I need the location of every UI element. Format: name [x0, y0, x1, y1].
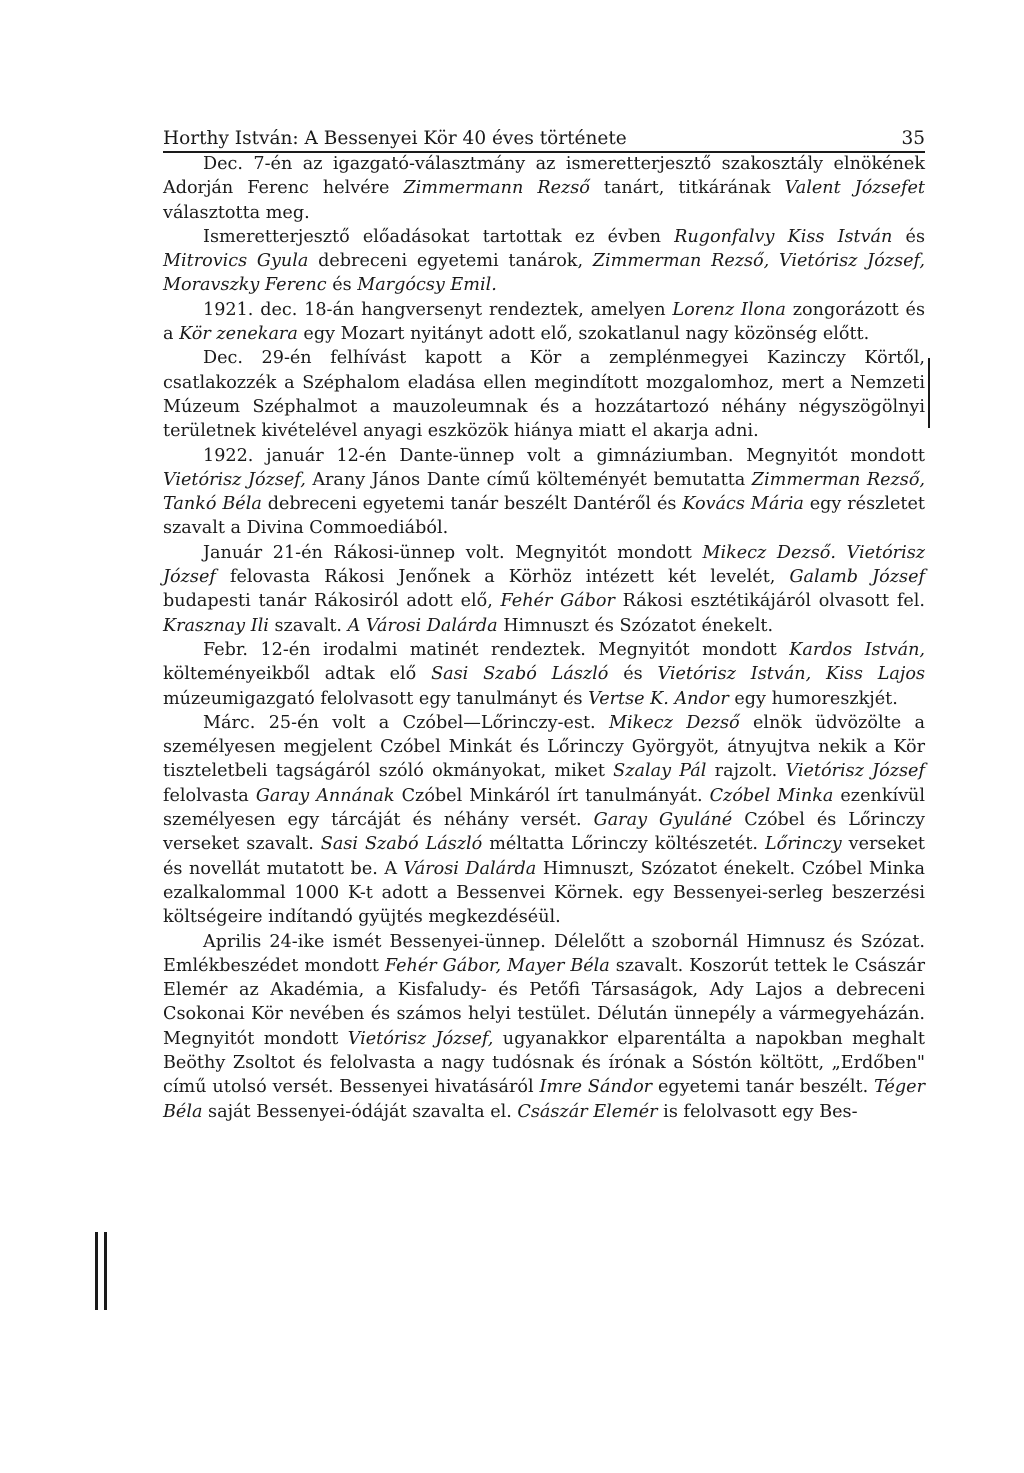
page-number: 35: [901, 128, 925, 149]
text-run: Czóbel Minkáról írt tanulmányát.: [394, 785, 710, 806]
text-run: felovasta Rákosi Jenőnek a Körhöz intézett két levelét,: [215, 567, 790, 588]
paragraph: [163, 541, 925, 638]
italic-name: Lőrinczy: [764, 834, 842, 855]
text-run: tanárt, titkárának: [589, 178, 785, 199]
text-run: Dec. 29-én felhívást kapott a Kör a zemplénmegyei Kazinczy Körtől, csatlakozzék a Széphalom eladása ellen megindított mozgalomhoz, mert a Nemzeti Múzeum Széphalmot a mauzoleumnak és a hozzátartozó néhány négyszögölnyi területnek kivételével anyagi eszközök hiánya miatt el akarja adni.: [163, 348, 925, 442]
text-run: és: [892, 226, 925, 247]
margin-mark: [95, 1232, 98, 1310]
text-run: Arany János Dante című költeményét bemutatta: [305, 469, 752, 490]
italic-name: Zimmerman Rezső, Tankó Béla: [163, 469, 926, 515]
text-run: egyetemi tanár beszélt.: [652, 1077, 875, 1098]
text-run: Márc. 25-én volt a Czóbel—Lőrinczy-est.: [203, 712, 610, 733]
italic-name: Kovács Mária: [682, 494, 804, 515]
text-run: saját Bessenyei-ódáját szavalta el.: [202, 1101, 518, 1122]
margin-mark: [928, 358, 930, 428]
paragraph: [163, 298, 925, 347]
text-run: 1921. dec. 18-án hangversenyt rendeztek, amelyen: [203, 299, 673, 320]
text-run: Január 21-én Rákosi-ünnep volt. Megnyitót mondott: [203, 542, 703, 563]
text-run: Dec. 7-én az igazgató-választmány az ismeretterjesztő szakosztály elnökének Adorján Ferenc helvére: [163, 154, 925, 199]
italic-name: Vertse K. Andor: [588, 688, 729, 709]
text-run: debreceni egyetemi tanár beszélt Dantéről és: [261, 494, 683, 515]
paragraph: [163, 152, 925, 225]
italic-name: Fehér Gábor: [500, 591, 615, 612]
paragraph: [163, 930, 925, 1124]
italic-name: Városi Dalárda: [403, 858, 537, 879]
italic-name: A Városi Dalárda: [347, 615, 498, 636]
text-run: költeményeikből adtak elő: [163, 664, 432, 685]
text-run: és: [608, 664, 658, 685]
italic-name: Szalay Pál: [613, 761, 707, 782]
text-run: is felolvasott egy Bes-: [657, 1101, 858, 1122]
text-run: Febr. 12-én irodalmi matinét rendeztek. Megnyitót mondott: [203, 639, 790, 660]
italic-name: Zimmermann Rezső: [403, 178, 590, 199]
text-run: felolvasta: [163, 785, 256, 806]
italic-name: Vietórisz József,: [163, 469, 306, 490]
text-run: 1922. január 12-én Dante-ünnep volt a gimnáziumban. Megnyitót mondott: [203, 445, 925, 466]
text-run: szavalt.: [268, 615, 348, 636]
italic-name: Margócsy Emil.: [357, 275, 497, 296]
text-run: Rákosi esztétikájáról olvasott fel.: [614, 591, 925, 612]
text-run: Aprilis 24-ike ismét Bessenyei-ünnep. Délelőtt a szobornál Himnusz és Szózat. Emlékbeszédet mondott: [163, 931, 925, 976]
italic-name: Garay Gyuláné: [593, 810, 733, 831]
text-run: ezenkívül személyesen egy tárcáját és néhány versét.: [163, 785, 926, 831]
running-title: Horthy István: A Bessenyei Kör 40 éves története: [163, 128, 627, 149]
italic-name: Valent Józsefet: [784, 178, 925, 199]
paragraph: [163, 711, 925, 930]
text-run: múzeumigazgató felolvasott egy tanulmányt és: [163, 688, 589, 709]
italic-name: Császár Elemér: [517, 1101, 658, 1122]
italic-name: Garay Annának: [255, 785, 395, 806]
italic-name: Mitrovics Gyula: [163, 251, 309, 272]
text-run: rajzolt.: [706, 761, 786, 782]
paragraph: [163, 225, 925, 298]
italic-name: Sasi Szabó László: [431, 664, 609, 685]
margin-mark: [104, 1232, 107, 1310]
text-run: debreceni egyetemi tanárok,: [308, 251, 593, 272]
text-run: méltatta Lőrinczy költészetét.: [482, 834, 765, 855]
text-run: Ismeretterjesztő előadásokat tartottak ez évben: [203, 226, 675, 247]
italic-name: Zimmerman Rezső, Vietórisz József, Moravszky Ferenc: [163, 251, 925, 296]
text-run: Himnuszt és Szózatot énekelt.: [497, 615, 774, 636]
italic-name: Czóbel Minka: [709, 785, 834, 806]
text-run: Himnuszt, Szózatot énekelt. Czóbel Minka ezalkalommal 1000 K-t adott a Bessenvei Körnek. egy Bessenyei-serleg beszerzési költségeire indítandó gyüjtés megkezdéséül.: [163, 858, 925, 928]
italic-name: Fehér Gábor, Mayer Béla: [384, 955, 610, 976]
italic-name: Lorenz Ilona: [672, 299, 786, 320]
italic-name: Kardos István,: [789, 639, 925, 660]
italic-name: Kör zenekara: [179, 324, 298, 345]
italic-name: Téger Béla: [163, 1077, 926, 1122]
italic-name: Mikecz Dezső. Vietórisz József: [163, 542, 925, 588]
text-run: szavalt. Koszorút tettek le Császár Elemér az Akadémia, a Kisfaludy- és Petőfi Társaságok, Ady Lajos a debreceni Csokonai Kör nevében és számos helyi testület. Délután ünnepély a vármegyeházán. Megnyitót mondott: [163, 955, 925, 1049]
italic-name: Rugonfalvy Kiss István: [674, 226, 893, 247]
paragraph: [163, 444, 925, 541]
italic-name: Vietórisz József: [785, 761, 925, 782]
running-header: [163, 128, 925, 153]
italic-name: Krasznay Ili: [163, 615, 269, 636]
paragraph: [163, 638, 925, 711]
text-run: ugyanakkor elparentálta a napokban meghalt Beöthy Zsoltot és felolvasta a nagy tudósnak és írónak a Sóstón költött, „Erdőben" című utolsó versét. Bessenyei hivatásáról: [163, 1028, 926, 1098]
text-run: egy részletet szavalt a Divina Commoediából.: [163, 494, 925, 539]
italic-name: Vietórisz József,: [347, 1028, 494, 1049]
italic-name: Imre Sándor: [539, 1077, 653, 1098]
italic-name: Vietórisz István, Kiss Lajos: [657, 664, 925, 685]
paragraph: [163, 346, 925, 443]
italic-name: Sasi Szabó László: [320, 834, 483, 855]
italic-name: Galamb József: [789, 567, 925, 588]
text-run: elnök üdvözölte a személyesen megjelent Czóbel Minkát és Lőrinczy Györgyöt, átnyujtva nekik a Kör tiszteletbeli tagságáról szóló okmányokat, miket: [163, 712, 925, 782]
text-run: budapesti tanár Rákosiról adott elő,: [163, 591, 501, 612]
text-run: egy Mozart nyitányt adott elő, szokatlanul nagy közönség előtt.: [297, 324, 870, 345]
text-run: és: [326, 275, 358, 296]
text-run: egy humoreszkjét.: [728, 688, 898, 709]
main-text: [163, 152, 925, 1124]
text-run: verseket és novellát mutatott be. A: [163, 834, 925, 879]
italic-name: Mikecz Dezső: [609, 712, 740, 733]
text-run: Czóbel és Lőrinczy verseket szavalt.: [163, 810, 925, 855]
text-run: zongorázott és a: [163, 299, 925, 345]
text-run: választotta meg.: [163, 202, 310, 223]
